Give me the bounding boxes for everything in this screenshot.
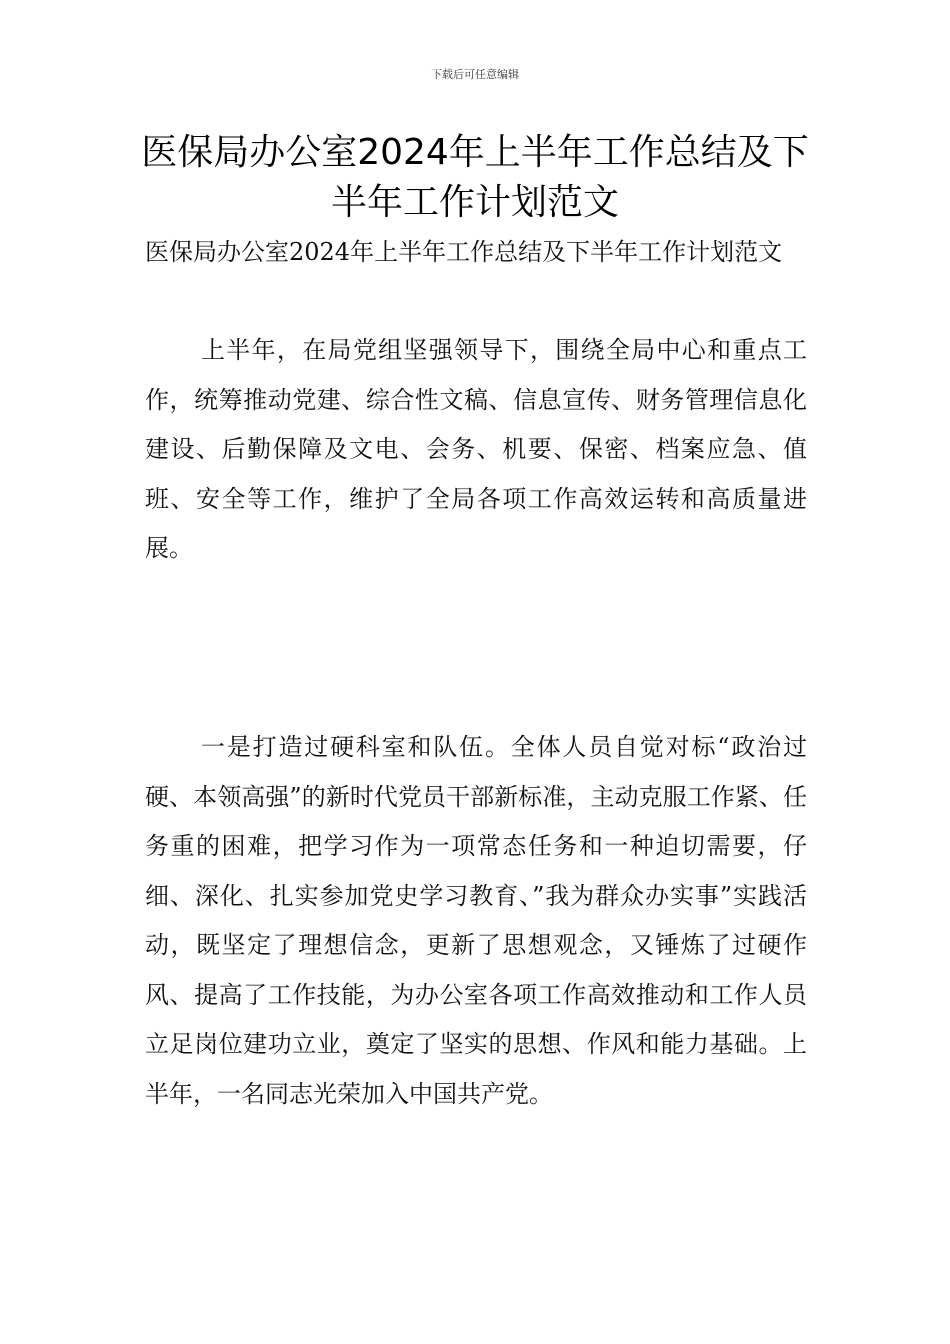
- document-title: 医保局办公室2024年上半年工作总结及下半年工作计划范文: [141, 132, 809, 223]
- header-note: 下载后可任意编辑: [431, 68, 519, 81]
- paragraph-2: 一是打造过硬科室和队伍。全体人员自觉对标“政治过硬、本领高强”的新时代党员干部新标准，主动克服工作紧、任务重的困难，把学习作为一项常态任务和一种迫切需要，仔细、深化、扎实参加党史学习教育、”我为群众办实事”实践活动，既坚定了理想信念，更新了思想观念，又锤炼了过硬作风、提高了工作技能，为办公室各项工作高效推动和工作人员立足岗位建功立业，奠定了坚实的思想、作风和能力基础。上半年，一名同志光荣加入中国共产党。: [145, 733, 807, 1108]
- paragraph-1: 上半年，在局党组坚强领导下，围绕全局中心和重点工作，统筹推动党建、综合性文稿、信息宣传、财务管理信息化建设、后勤保障及文电、会务、机要、保密、档案应急、值班、安全等工作，维护了全局各项工作高效运转和高质量进展。: [145, 336, 807, 562]
- document-subtitle: 医保局办公室2024年上半年工作总结及下半年工作计划范文: [145, 238, 783, 266]
